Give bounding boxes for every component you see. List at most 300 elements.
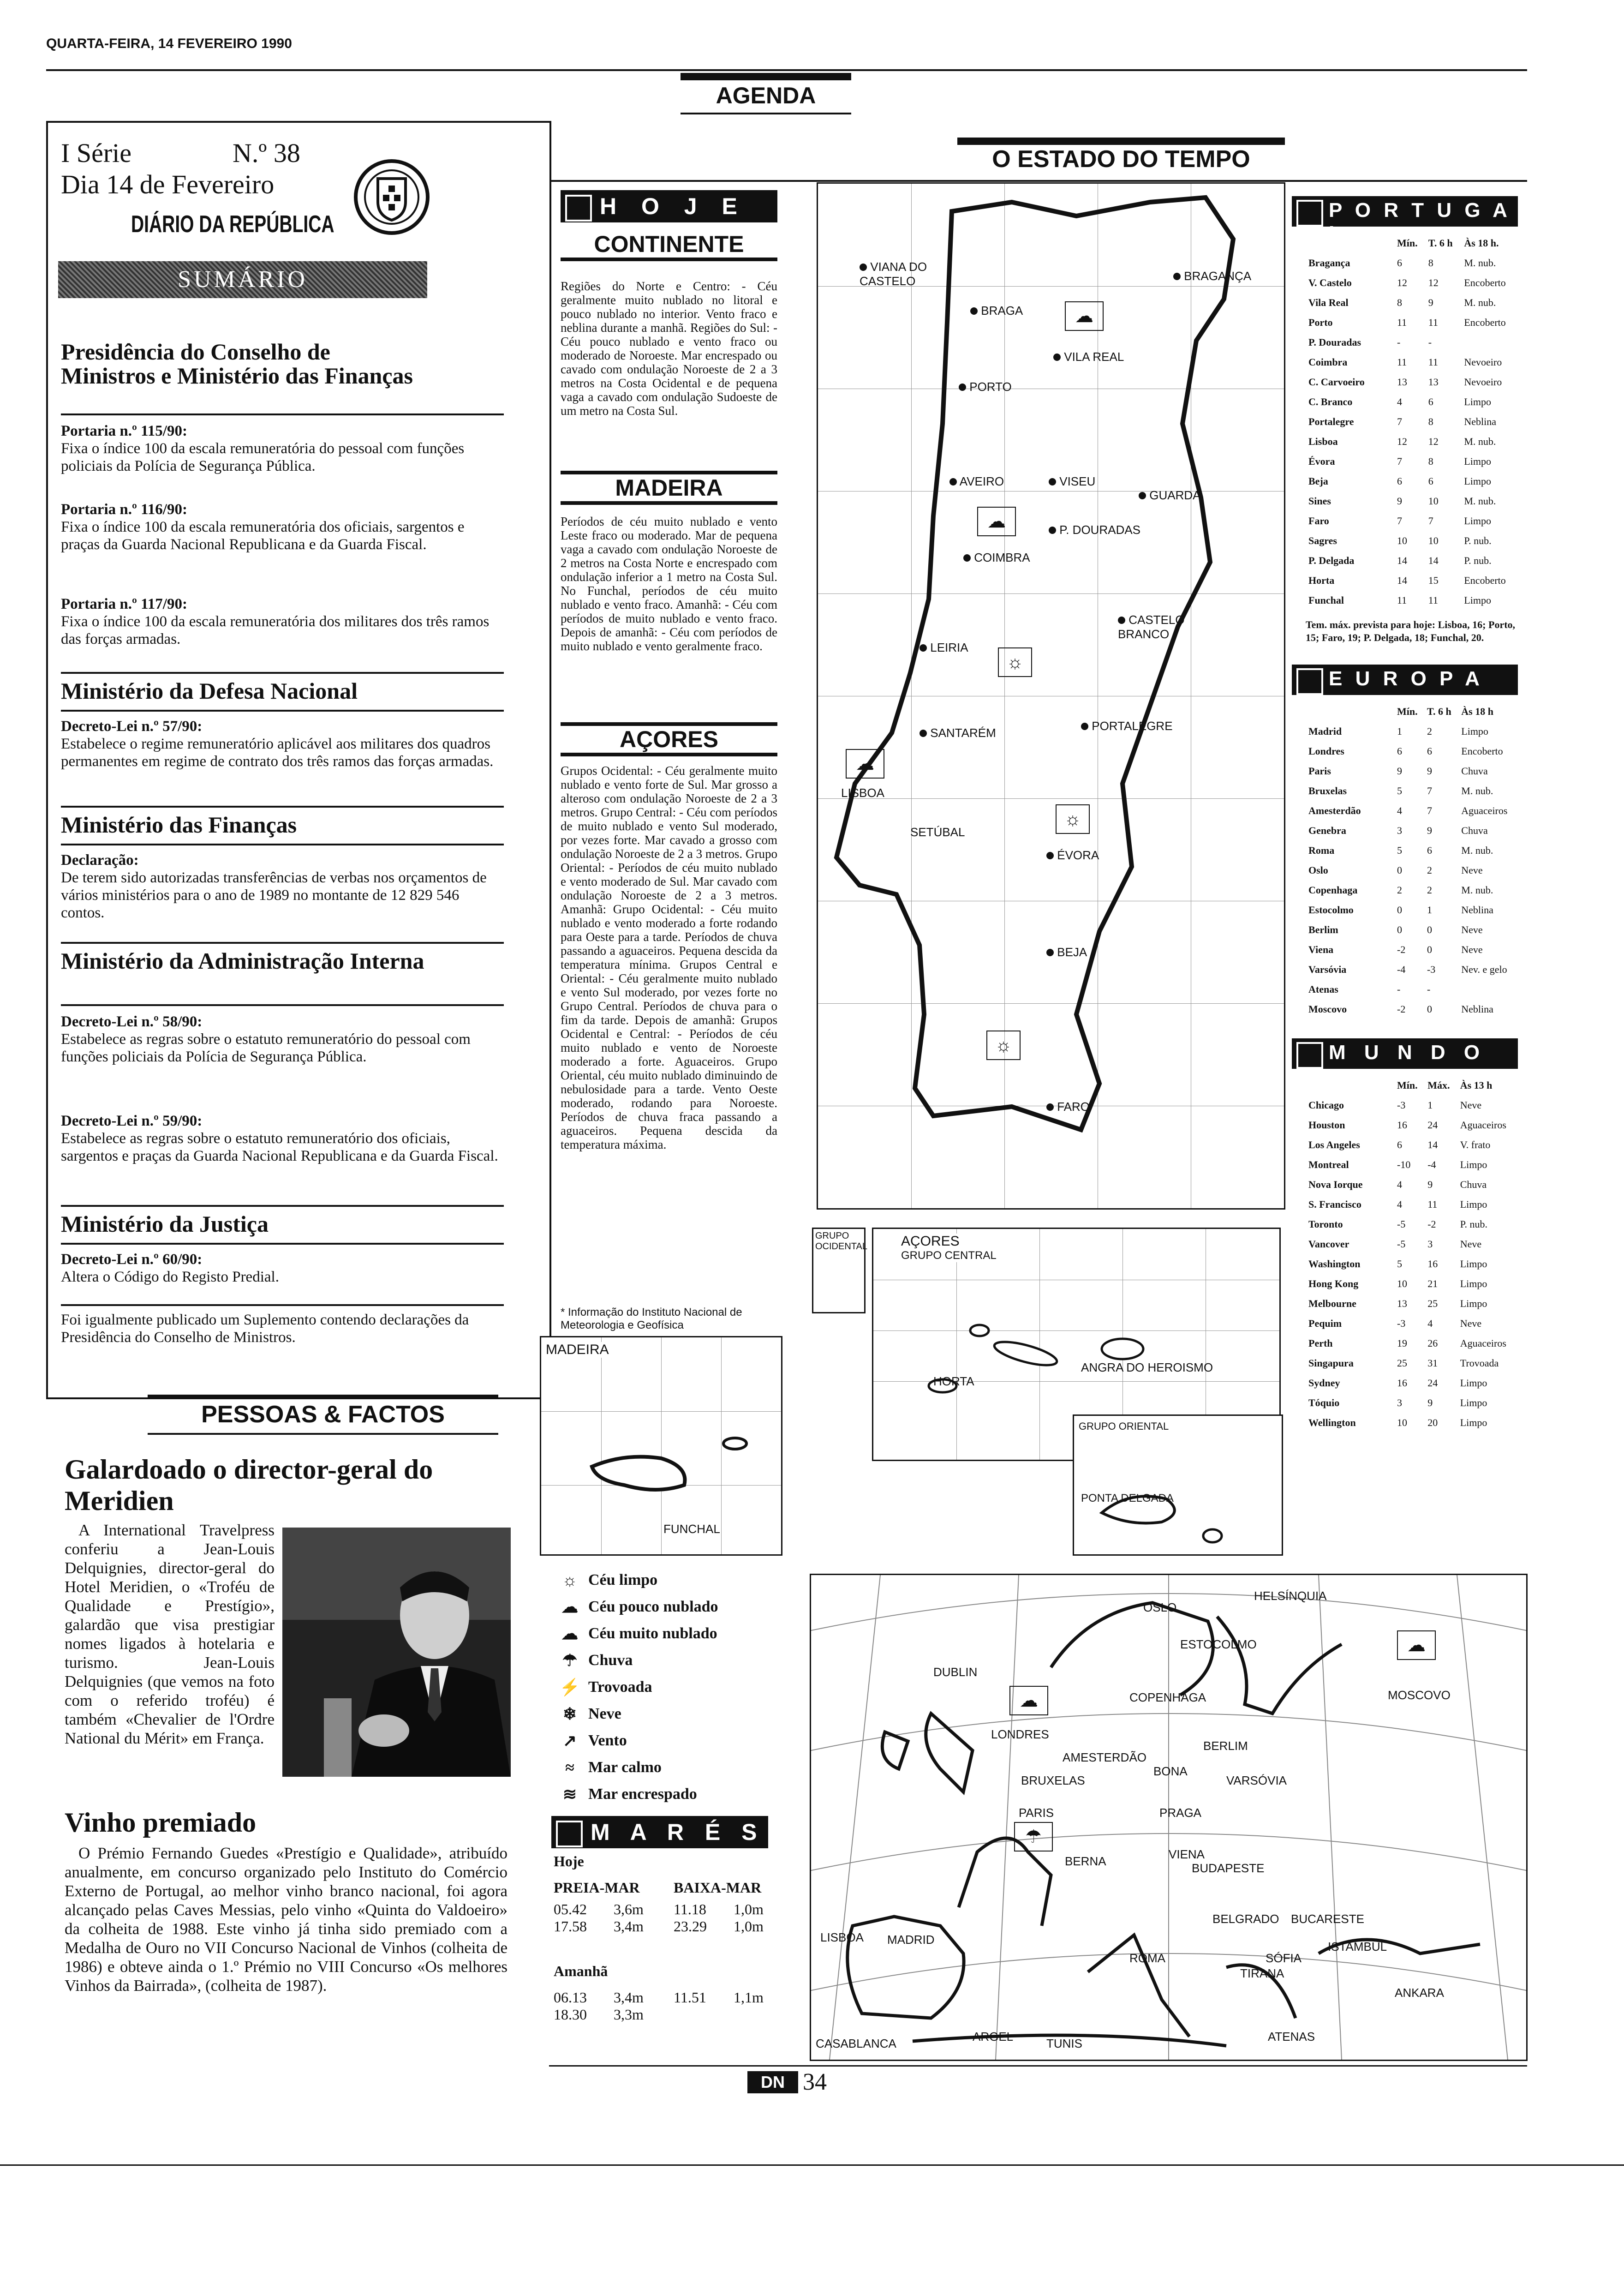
table-cell: M. nub. bbox=[1464, 495, 1496, 507]
header-rule bbox=[46, 69, 1527, 71]
table-cell: 3 bbox=[1397, 1396, 1402, 1408]
table-cell: 10 bbox=[1397, 1277, 1407, 1289]
table-cell: Trovoada bbox=[1460, 1357, 1499, 1369]
table-row bbox=[1306, 352, 1518, 372]
table-row bbox=[1306, 840, 1518, 860]
table-cell bbox=[1461, 332, 1518, 352]
table-cell: 24 bbox=[1427, 1377, 1438, 1389]
map-label: FUNCHAL bbox=[663, 1522, 720, 1536]
table-cell: -2 bbox=[1427, 1218, 1436, 1230]
map-city: PARIS bbox=[1019, 1806, 1054, 1820]
table-cell: Bragança bbox=[1308, 257, 1350, 269]
map-city: ANKARA bbox=[1395, 1986, 1444, 2000]
map-label: GRUPO ORIENTAL bbox=[1079, 1420, 1169, 1432]
table-cell: Nev. e gelo bbox=[1461, 963, 1507, 975]
doc-portaria-116 bbox=[61, 501, 499, 553]
table-cell: 19 bbox=[1397, 1337, 1407, 1349]
table-cell: -10 bbox=[1397, 1158, 1411, 1170]
portugal-banner bbox=[1292, 196, 1518, 245]
table-row bbox=[1306, 761, 1518, 781]
map-city: CASTELO BRANCO bbox=[1118, 613, 1185, 641]
table-cell: 16 bbox=[1397, 1377, 1407, 1389]
table-row bbox=[1306, 293, 1518, 312]
table-cell: 1 bbox=[1397, 725, 1402, 737]
table-row bbox=[1306, 392, 1518, 412]
table-cell: Berlim bbox=[1308, 923, 1338, 935]
table-cell: P. nub. bbox=[1464, 554, 1492, 566]
table-cell: Neve bbox=[1460, 1099, 1482, 1111]
map-label: MADEIRA bbox=[546, 1342, 609, 1357]
table-cell: Encoberto bbox=[1464, 316, 1506, 328]
table-row bbox=[1306, 1095, 1518, 1115]
table-cell: 11 bbox=[1428, 316, 1438, 328]
sep bbox=[61, 710, 504, 712]
table-cell: -4 bbox=[1427, 1158, 1436, 1170]
mares-row: 06.13 3,4m 11.51 1,1m bbox=[554, 1989, 764, 2006]
legend-item: ⚡ Trovoada bbox=[559, 1678, 652, 1696]
map-label: GRUPO CENTRAL bbox=[901, 1249, 997, 1262]
dr-dia: Dia 14 de Fevereiro bbox=[61, 169, 275, 199]
table-cell: Sagres bbox=[1308, 534, 1337, 546]
table-cell: Limpo bbox=[1464, 475, 1492, 487]
table-cell: Perth bbox=[1308, 1337, 1333, 1349]
table-cell: Genebra bbox=[1308, 824, 1346, 836]
table-row bbox=[1306, 1294, 1518, 1313]
table-row bbox=[1306, 1413, 1518, 1432]
table-row bbox=[1306, 1155, 1518, 1174]
diario-republica-summary bbox=[46, 121, 551, 1399]
table-cell: 7 bbox=[1427, 804, 1432, 816]
map-city: DUBLIN bbox=[933, 1665, 978, 1679]
table-cell: Encoberto bbox=[1461, 745, 1503, 757]
table-cell: Estocolmo bbox=[1308, 904, 1354, 916]
map-city: BEJA bbox=[1046, 945, 1087, 959]
table-cell: 9 bbox=[1427, 1178, 1433, 1190]
madeira-heading: MADEIRA bbox=[561, 471, 777, 505]
acores-text: Grupos Ocidental: - Céu geralmente muito nublado e vento forte de Sul. Mar grosso a alteroso com ondulação Noroeste de 2 a 3 metros. Grupo Central: - Céu com períodos de muito nublado e vento Sul moderado, por vezes forte. Mar cavado a grosso com ondulação Noroeste de 2 a 3 metros. Grupo Oriental: - Períodos de céu muito nublado e vento moderado de Sul. Mar cavado com ondulação Noroeste de 2 a 3 metros. Amanhã: Grupo Ocidental: - Céu muito nublado e vento moderado a forte rodando para Oeste para a tarde. Períodos de chuva passando a aguaceiros. Pequena descida da temperatura mínima. Grupos Central e Oriental: - Céu geralmente muito nublado e vento Sul moderado, por vezes forte no Grupo Central. Períodos de chuva para o fim da tarde. Depois de amanhã: Grupos Ocidental e Central: - Períodos de céu muito nublado e vento de Noroeste moderado a forte. Aguaceiros. Grupo Oriental, céu muito nublado diminuindo de nebulosidade para a tarde. Vento Oeste moderado, rodando para Noroeste. Períodos de chuva fraca passando a aguaceiros. Pequena descida da temperatura máxima. bbox=[561, 764, 777, 1151]
table-cell: 9 bbox=[1427, 1396, 1433, 1408]
map-madeira bbox=[540, 1336, 782, 1556]
table-cell: 12 bbox=[1397, 435, 1407, 447]
table-cell: 0 bbox=[1397, 904, 1402, 916]
table-cell: 10 bbox=[1428, 534, 1439, 546]
dr-serie: I Série bbox=[61, 138, 131, 168]
table-cell: Limpo bbox=[1464, 395, 1492, 407]
table-cell: Encoberto bbox=[1464, 574, 1506, 586]
map-city: AVEIRO bbox=[949, 474, 1004, 489]
map-city: TUNIS bbox=[1046, 2037, 1082, 2050]
table-cell: -4 bbox=[1397, 963, 1406, 975]
cloudy-icon: ☁ bbox=[1009, 1686, 1048, 1715]
table-cell: Londres bbox=[1308, 745, 1344, 757]
table-cell: Chuva bbox=[1461, 765, 1488, 777]
table-cell: P. nub. bbox=[1464, 534, 1492, 546]
table-cell: Limpo bbox=[1460, 1258, 1487, 1270]
table-cell: Sines bbox=[1308, 495, 1331, 507]
map-city: OSLO bbox=[1143, 1600, 1177, 1614]
table-row bbox=[1306, 1373, 1518, 1393]
table-cell: Melbourne bbox=[1308, 1297, 1356, 1309]
table-row bbox=[1306, 999, 1518, 1019]
map-city: P. DOURADAS bbox=[1049, 523, 1140, 537]
legend-item: ☁ Céu muito nublado bbox=[561, 1624, 717, 1643]
map-city: LISBOA bbox=[820, 1930, 864, 1944]
sep bbox=[61, 672, 504, 674]
map-city: MADRID bbox=[887, 1933, 935, 1947]
legend-item: ☼ Céu limpo bbox=[562, 1571, 658, 1589]
table-cell: Madrid bbox=[1308, 725, 1342, 737]
table-cell: 5 bbox=[1397, 844, 1402, 856]
map-city: VISEU bbox=[1049, 474, 1095, 489]
page-bottom-rule bbox=[0, 2164, 1624, 2166]
table-row bbox=[1306, 741, 1518, 761]
table-row bbox=[1306, 1214, 1518, 1234]
doc-heading: Portaria n.º 117/90: bbox=[61, 596, 187, 612]
table-cell: 2 bbox=[1427, 864, 1432, 876]
footer-rule bbox=[549, 2065, 1527, 2067]
table-cell: Paris bbox=[1308, 765, 1331, 777]
table-cell: 15 bbox=[1428, 574, 1439, 586]
continente-heading: CONTINENTE bbox=[561, 231, 777, 261]
table-row bbox=[1306, 570, 1518, 590]
table-row bbox=[1306, 431, 1518, 451]
table-row bbox=[1306, 1333, 1518, 1353]
map-city: SANTARÉM bbox=[919, 726, 996, 740]
map-city: VILA REAL bbox=[1053, 350, 1124, 364]
table-cell: 11 bbox=[1428, 356, 1438, 368]
hoje-banner bbox=[561, 190, 777, 222]
table-row bbox=[1306, 1274, 1518, 1294]
europa-table: Mín. T. 6 h Às 18 h Madrid 1 2 Limpo Londres 6 6 Encoberto Paris 9 9 Chuva Bruxelas 5 7 M. nub. Amesterdão 4 7 Aguaceiros Genebra 3 9 Chuva Roma 5 6 M. nub. Oslo 0 2 Neve Copenhaga 2 2 M. nub. Estocolmo 0 1 Neblina Berlim 0 0 Neve Viena -2 0 Neve Varsóvia -4 -3 Nev. e gelo Atenas - - Moscovo -2 0 Neblina bbox=[1306, 701, 1518, 1019]
partly-cloudy-icon: ☁ bbox=[977, 507, 1016, 536]
doc-text: Fixa o índice 100 da escala remuneratória dos oficiais, sargentos e praças da Guarda Nacional Republicana e da Guarda Fiscal. bbox=[61, 519, 465, 553]
table-cell: 11 bbox=[1427, 1198, 1438, 1210]
article-galardoado-headline: Galardoado o director-geral do Meridien bbox=[65, 1454, 433, 1516]
table-cell: Limpo bbox=[1460, 1297, 1487, 1309]
madeira-text: Períodos de céu muito nublado e vento Leste fraco ou moderado. Mar de pequena vaga a cavado com ondulação Noroeste de 2 metros na Costa Norte e encrespado com ondulação inferior a 1 metro na Costa Sul. No Funchal, períodos de céu muito nublado e vento fraco. Amanhã: - Céu com períodos de muito nublado e vento fraco. Depois de amanhã: - Céu com períodos de muito nublado e vento geralmente fraco. bbox=[561, 515, 777, 653]
doc-portaria-117 bbox=[61, 596, 499, 648]
table-cell: M. nub. bbox=[1464, 257, 1496, 269]
doc-portaria-115 bbox=[61, 423, 499, 475]
table-cell: 9 bbox=[1427, 765, 1432, 777]
map-city: COIMBRA bbox=[963, 551, 1030, 565]
portugal-label: P O R T U G A L bbox=[1329, 199, 1511, 245]
tempo-rule bbox=[551, 180, 1527, 182]
table-cell: -3 bbox=[1397, 1317, 1406, 1329]
table-cell: 7 bbox=[1397, 415, 1402, 427]
map-city: ARGEL bbox=[973, 2030, 1014, 2043]
table-cell: 4 bbox=[1397, 1178, 1402, 1190]
weather-legend bbox=[551, 1567, 777, 1808]
table-cell: Washington bbox=[1308, 1258, 1361, 1270]
header-date: QUARTA-FEIRA, 14 FEVEREIRO 1990 bbox=[46, 36, 292, 51]
map-city: BUCARESTE bbox=[1291, 1912, 1364, 1926]
map-label: AÇORES bbox=[901, 1234, 960, 1249]
doc-heading: Decreto-Lei n.º 60/90: bbox=[61, 1251, 203, 1268]
map-city: ISTAMBUL bbox=[1328, 1940, 1387, 1953]
table-cell: 24 bbox=[1427, 1119, 1438, 1131]
map-label: ANGRA DO HEROISMO bbox=[1081, 1360, 1213, 1374]
table-cell: Coimbra bbox=[1308, 356, 1348, 368]
table-cell: Moscovo bbox=[1308, 1003, 1347, 1015]
table-cell: Los Angeles bbox=[1308, 1139, 1360, 1150]
table-cell: Aguaceiros bbox=[1460, 1119, 1506, 1131]
table-cell: 6 bbox=[1397, 1139, 1402, 1150]
table-row bbox=[1306, 491, 1518, 511]
table-cell: 7 bbox=[1428, 515, 1433, 527]
doc-text: Estabelece as regras sobre o estatuto remuneratório dos oficiais, sargentos e praças da Guarda Nacional Republicana e da Guarda Fiscal. bbox=[61, 1130, 498, 1164]
table-cell: Pequim bbox=[1308, 1317, 1342, 1329]
table-cell: Viena bbox=[1308, 943, 1334, 955]
table-cell: 8 bbox=[1397, 296, 1402, 308]
map-city: VIENA bbox=[1169, 1847, 1205, 1861]
doc-heading: Decreto-Lei n.º 58/90: bbox=[61, 1013, 203, 1030]
table-row bbox=[1306, 979, 1518, 999]
table-cell: 6 bbox=[1427, 745, 1432, 757]
sunny-icon: ☼ bbox=[998, 647, 1032, 677]
mundo-banner bbox=[1292, 1038, 1518, 1069]
table-cell: Limpo bbox=[1460, 1198, 1487, 1210]
table-cell: 0 bbox=[1427, 923, 1432, 935]
map-grupo-ocidental bbox=[812, 1228, 866, 1313]
table-row bbox=[1306, 312, 1518, 332]
map-city: BERLIM bbox=[1203, 1739, 1248, 1753]
table-cell: Nova Iorque bbox=[1308, 1178, 1363, 1190]
table-row bbox=[1306, 1135, 1518, 1155]
map-city: SETÚBAL bbox=[910, 825, 965, 839]
table-cell: Funchal bbox=[1308, 594, 1344, 606]
table-row bbox=[1306, 590, 1518, 610]
table-cell: 16 bbox=[1427, 1258, 1438, 1270]
table-cell: M. nub. bbox=[1461, 844, 1493, 856]
table-cell: Neve bbox=[1461, 864, 1483, 876]
table-row bbox=[1306, 1353, 1518, 1373]
table-cell: Oslo bbox=[1308, 864, 1328, 876]
dr-sumario-label: SUMÁRIO bbox=[178, 266, 308, 293]
table-cell: Tóquio bbox=[1308, 1396, 1340, 1408]
table-cell: 25 bbox=[1427, 1297, 1438, 1309]
table-cell: C. Carvoeiro bbox=[1308, 376, 1365, 388]
legend-item: ☂ Chuva bbox=[562, 1651, 633, 1670]
table-cell: 2 bbox=[1397, 884, 1402, 896]
table-cell: Neve bbox=[1460, 1317, 1482, 1329]
table-cell: 14 bbox=[1397, 554, 1407, 566]
table-cell: P. nub. bbox=[1460, 1218, 1488, 1230]
doc-heading: Portaria n.º 116/90: bbox=[61, 501, 187, 518]
table-row bbox=[1306, 412, 1518, 431]
sunny-icon: ☼ bbox=[986, 1031, 1021, 1060]
legend-item: ≋ Mar encrespado bbox=[562, 1785, 697, 1804]
article-vinho-headline: Vinho premiado bbox=[65, 1807, 257, 1838]
sep bbox=[61, 1205, 504, 1207]
table-cell: Porto bbox=[1308, 316, 1333, 328]
partly-cloudy-icon: ☁ bbox=[1397, 1630, 1436, 1660]
table-cell: P. Delgada bbox=[1308, 554, 1355, 566]
partly-cloudy-icon: ☁ bbox=[1065, 301, 1104, 331]
table-row bbox=[1306, 531, 1518, 551]
doc-text: Estabelece as regras sobre o estatuto remuneratório do pessoal com funções policiais da Polícia de Segurança Pública. bbox=[61, 1031, 471, 1065]
tempo-title: O ESTADO DO TEMPO bbox=[992, 146, 1250, 173]
pessoas-banner: PESSOAS & FACTOS bbox=[201, 1401, 445, 1428]
map-city: VIANA DO CASTELO bbox=[860, 260, 927, 288]
map-city: MOSCOVO bbox=[1388, 1688, 1451, 1702]
table-cell: 8 bbox=[1428, 455, 1433, 467]
mares-preia: PREIA-MAR bbox=[554, 1879, 640, 1896]
table-cell: Neve bbox=[1461, 923, 1483, 935]
table-row bbox=[1306, 253, 1518, 273]
table-row bbox=[1306, 801, 1518, 821]
map-city: BRUXELAS bbox=[1021, 1774, 1085, 1787]
table-cell: 4 bbox=[1397, 804, 1402, 816]
table-row bbox=[1306, 551, 1518, 570]
map-city: ÉVORA bbox=[1046, 848, 1099, 863]
map-city: TIRANA bbox=[1240, 1966, 1284, 1980]
table-row bbox=[1306, 471, 1518, 491]
table-cell: Amesterdão bbox=[1308, 804, 1361, 816]
table-cell: Houston bbox=[1308, 1119, 1345, 1131]
table-cell: 14 bbox=[1397, 574, 1407, 586]
table-row bbox=[1306, 451, 1518, 471]
table-cell: 13 bbox=[1397, 1297, 1407, 1309]
doc-text: Fixa o índice 100 da escala remuneratória dos militares dos três ramos das forças armadas. bbox=[61, 613, 490, 647]
section-financas-title: Ministério das Finanças bbox=[61, 812, 297, 838]
table-row bbox=[1306, 940, 1518, 959]
table-cell: 2 bbox=[1427, 725, 1432, 737]
table-cell: 0 bbox=[1397, 923, 1402, 935]
map-city: ESTOCOLMO bbox=[1180, 1637, 1257, 1651]
map-city: BONA bbox=[1153, 1764, 1188, 1778]
mares-hoje-label: Hoje bbox=[554, 1853, 584, 1870]
dr-footer-note: Foi igualmente publicado um Suplemento contendo declarações da Presidência do Conselho de Ministros. bbox=[61, 1312, 469, 1346]
agenda-rule bbox=[681, 113, 851, 114]
map-grupo-oriental bbox=[1073, 1414, 1283, 1556]
table-cell: 9 bbox=[1427, 824, 1432, 836]
map-city: BERNA bbox=[1065, 1854, 1106, 1868]
map-city: LEIRIA bbox=[919, 641, 968, 655]
table-cell: Hong Kong bbox=[1308, 1277, 1359, 1289]
table-cell: Neblina bbox=[1464, 415, 1497, 427]
table-cell: 3 bbox=[1427, 1238, 1433, 1250]
dr-sumario-banner bbox=[58, 261, 427, 298]
table-cell bbox=[1458, 979, 1518, 999]
table-cell: Nevoeiro bbox=[1464, 356, 1502, 368]
mares-table bbox=[554, 1853, 775, 2023]
table-cell: -3 bbox=[1427, 963, 1436, 975]
map-city: GUARDA bbox=[1139, 488, 1200, 503]
table-row bbox=[1306, 1254, 1518, 1274]
table-row bbox=[1306, 1234, 1518, 1254]
table-cell: 6 bbox=[1427, 844, 1432, 856]
map-city: PRAGA bbox=[1159, 1806, 1202, 1820]
map-city: COPENHAGA bbox=[1129, 1690, 1206, 1704]
table-cell: Faro bbox=[1308, 515, 1329, 527]
table-cell: Horta bbox=[1308, 574, 1335, 586]
table-cell: 31 bbox=[1427, 1357, 1438, 1369]
table-cell: 14 bbox=[1428, 554, 1439, 566]
table-cell: 7 bbox=[1397, 455, 1402, 467]
table-cell: Chicago bbox=[1308, 1099, 1344, 1111]
mundo-table: Mín. Máx. Às 13 h Chicago -3 1 Neve Houston 16 24 Aguaceiros Los Angeles 6 14 V. frato Montreal -10 -4 Limpo Nova Iorque 4 9 Chuva S. Francisco 4 11 Limpo Toronto -5 -2 P. nub. Vancover -5 3 Neve Washington 5 16 Limpo Hong Kong 10 21 Limpo Melbourne 13 25 Limpo Pequim -3 4 Neve Perth 19 26 Aguaceiros Singapura 25 31 Trovoada Sydney 16 24 Limpo Tóquio 3 9 Limpo Wellington 10 20 Limpo bbox=[1306, 1075, 1518, 1432]
doc-decreto-59 bbox=[61, 1113, 499, 1165]
section-justica-title: Ministério da Justiça bbox=[61, 1211, 269, 1237]
map-europa bbox=[810, 1574, 1528, 2061]
continente-text: Regiões do Norte e Centro: - Céu geralmente muito nublado no litoral e pouco nublado no interior. Vento fraco e neblina durante a manhã. Regiões do Sul: - Céu pouco nublado e vento fraco ou moderado de Noroeste. Mar encrespado ou cavado com ondulação Noroeste de 2 a 3 metros na Costa Ocidental e de pequena vaga a cavado com ondulação Sudoeste de um metro na Costa Sul. bbox=[561, 279, 777, 418]
doc-decreto-60 bbox=[61, 1251, 499, 1286]
table-cell: M. nub. bbox=[1464, 296, 1496, 308]
mares-amanha-label: Amanhã bbox=[554, 1963, 608, 1979]
doc-declaracao bbox=[61, 852, 499, 922]
table-cell: 9 bbox=[1428, 296, 1433, 308]
table-cell: 20 bbox=[1427, 1416, 1438, 1428]
table-cell: Chuva bbox=[1460, 1178, 1487, 1190]
legend-item: ↗ Vento bbox=[562, 1732, 627, 1750]
table-cell: 0 bbox=[1427, 1003, 1432, 1015]
table-cell: 3 bbox=[1397, 824, 1402, 836]
table-cell: Évora bbox=[1308, 455, 1335, 467]
table-cell: 16 bbox=[1397, 1119, 1407, 1131]
table-row bbox=[1306, 880, 1518, 900]
table-row bbox=[1306, 821, 1518, 840]
map-city: LISBOA bbox=[841, 786, 884, 800]
table-row bbox=[1306, 273, 1518, 293]
table-cell: 6 bbox=[1397, 475, 1402, 487]
map-label: PONTA DELGADA bbox=[1081, 1492, 1174, 1504]
table-row bbox=[1306, 1393, 1518, 1413]
table-cell: V. frato bbox=[1460, 1139, 1491, 1150]
doc-text: Fixa o índice 100 da escala remuneratória do pessoal com funções policiais da Polícia de Segurança Pública. bbox=[61, 440, 465, 474]
sep bbox=[61, 942, 504, 944]
pessoas-rule-top bbox=[148, 1395, 498, 1398]
map-city: SÓFIA bbox=[1266, 1951, 1302, 1965]
table-cell: - bbox=[1397, 983, 1401, 995]
table-cell: - bbox=[1428, 336, 1432, 348]
table-cell: Limpo bbox=[1464, 515, 1492, 527]
map-city: CASABLANCA bbox=[816, 2037, 896, 2050]
section-defesa-title: Ministério da Defesa Nacional bbox=[61, 678, 358, 704]
map-city: BRAGA bbox=[970, 304, 1023, 318]
doc-text: Altera o Código do Registo Predial. bbox=[61, 1269, 279, 1285]
section-administracao-title: Ministério da Administração Interna bbox=[61, 948, 424, 974]
table-cell: Neve bbox=[1460, 1238, 1482, 1250]
table-row bbox=[1306, 781, 1518, 801]
table-row bbox=[1306, 721, 1518, 741]
map-city: PORTO bbox=[959, 380, 1012, 394]
table-cell: Limpo bbox=[1461, 725, 1488, 737]
table-cell: Bruxelas bbox=[1308, 785, 1347, 797]
table-cell: Lisboa bbox=[1308, 435, 1338, 447]
section-title: AGENDA bbox=[716, 83, 816, 108]
sunny-icon: ☼ bbox=[1056, 804, 1090, 834]
sep bbox=[61, 806, 504, 808]
table-cell: - bbox=[1397, 336, 1401, 348]
table-cell: V. Castelo bbox=[1308, 276, 1352, 288]
mares-label: M A R É S bbox=[591, 1819, 764, 1845]
table-cell: Atenas bbox=[1308, 983, 1338, 995]
fonte-note: * Informação do Instituto Nacional de Meteorologia e Geofísica bbox=[561, 1306, 742, 1331]
table-cell: S. Francisco bbox=[1308, 1198, 1361, 1210]
table-cell: -2 bbox=[1397, 943, 1406, 955]
portugal-table: Mín. T. 6 h Às 18 h. Bragança 6 8 M. nub. V. Castelo 12 12 Encoberto Vila Real 8 9 M. nub. Porto 11 11 Encoberto P. Douradas - - Coimbra 11 11 Nevoeiro C. Carvoeiro 13 13 Nevoeiro C. Branco 4 6 Limpo Portalegre 7 8 Neblina Lisboa 12 12 M. nub. Évora 7 8 Limpo Beja 6 6 Limpo Sines 9 10 M. nub. Faro 7 7 Limpo Sagres 10 10 P. nub. P. Delgada 14 14 P. nub. Horta 14 15 Encoberto Funchal 11 11 Limpo bbox=[1306, 233, 1518, 610]
table-cell: 6 bbox=[1428, 475, 1433, 487]
mares-row: 18.30 3,3m bbox=[554, 2006, 644, 2023]
table-cell: M. nub. bbox=[1461, 884, 1493, 896]
mares-baixa: BAIXA-MAR bbox=[674, 1879, 762, 1896]
photo-jean-louis-delquignies bbox=[282, 1528, 511, 1777]
table-cell: 2 bbox=[1427, 884, 1432, 896]
table-cell: Montreal bbox=[1308, 1158, 1349, 1170]
mares-row: 05.42 3,6m 11.18 1,0m bbox=[554, 1901, 764, 1917]
table-cell: Limpo bbox=[1460, 1158, 1487, 1170]
